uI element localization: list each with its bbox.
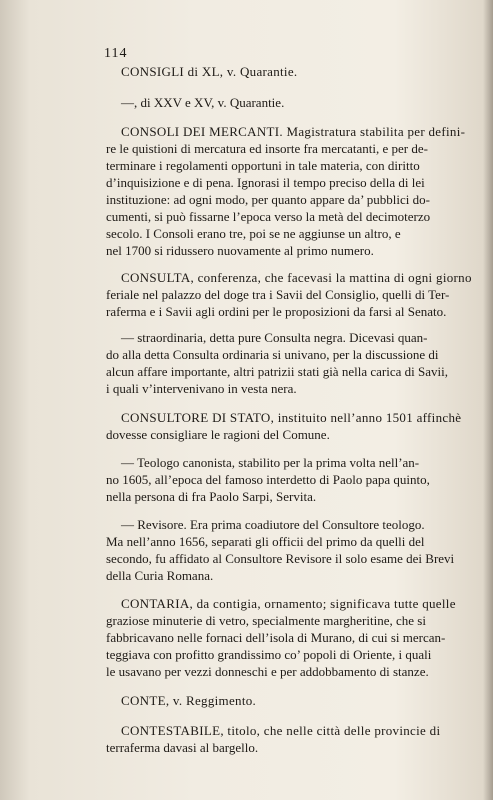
text-line: re le quistioni di mercatura ed insorte fra mercatanti, e per de- xyxy=(106,141,428,156)
text-line: i quali v’intervenivano in vesta nera. xyxy=(106,381,297,396)
text-line: graziose minuterie di vetro, specialmente margheritine, che si xyxy=(106,613,426,628)
text-line: do alla detta Consulta ordinaria si univano, per la discussione di xyxy=(106,347,439,362)
text-line: instituzione: ad ogni modo, per quanto appare da’ pubblici do- xyxy=(106,192,430,207)
text-line: secolo. I Consoli erano tre, poi se ne aggiunse un altro, e xyxy=(106,226,401,241)
text-line: terraferma davasi al bargello. xyxy=(106,740,259,755)
text-line: CONSOLI DEI MERCANTI. Magistratura stabilita per defini- xyxy=(121,124,466,139)
text-line: d’inquisizione e di pena. Ignorasi il tempo preciso della di lei xyxy=(106,175,425,190)
text-line: CONTE, v. Reggimento. xyxy=(121,693,257,708)
text-line: raferma e i Savii agli ordini per le proposizioni da farsi al Senato. xyxy=(106,304,447,319)
text-line: della Curia Romana. xyxy=(106,568,214,583)
text-line: cumenti, si può fissarne l’epoca verso la metà del decimoterzo xyxy=(106,209,431,224)
text-line: feriale nel palazzo del doge tra i Savii del Consiglio, quelli di Ter- xyxy=(106,287,450,302)
text-line: CONSULTORE DI STATO, instituito nell’anno 1501 affinchè xyxy=(121,410,462,425)
text-line: CONTESTABILE, titolo, che nelle città delle provincie di xyxy=(121,723,441,738)
text-line: CONTARIA, da contigia, ornamento; significava tutte quelle xyxy=(121,596,456,611)
text-line: terminare i regolamenti opportuni in tale materia, con diritto xyxy=(106,158,420,173)
page-number: 114 xyxy=(104,46,128,61)
text-line: dovesse consigliare le ragioni del Comune. xyxy=(106,427,330,442)
text-line: secondo, fu affidato al Consultore Revisore il solo esame dei Brevi xyxy=(106,551,455,566)
text-line: no 1605, all’epoca del famoso interdetto di Paolo papa quinto, xyxy=(106,472,430,487)
text-line: Ma nell’anno 1656, separati gli officii del primo da quelli del xyxy=(106,534,425,549)
text-line: — straordinaria, detta pure Consulta negra. Dicevasi quan- xyxy=(121,330,428,345)
text-line: — Revisore. Era prima coadiutore del Consultore teologo. xyxy=(121,517,425,532)
text-line: CONSULTA, conferenza, che facevasi la mattina di ogni giorno xyxy=(121,270,472,285)
text-line: CONSIGLI di XL, v. Quarantie. xyxy=(121,64,298,79)
text-line: fabbricavano nelle fornaci dell’isola di Murano, di cui si mercan- xyxy=(106,630,446,645)
text-line: alcun affare importante, altri patrizii stati già nella carica di Savii, xyxy=(106,364,448,379)
text-line: nella persona di fra Paolo Sarpi, Servita. xyxy=(106,489,317,504)
text-line: nel 1700 si ridussero nuovamente al primo numero. xyxy=(106,243,374,258)
text-line: teggiava con profitto grandissimo co’ popoli di Oriente, i quali xyxy=(106,647,432,662)
text-line: le usavano per vezzi donneschi e per addobbamento di stanze. xyxy=(106,664,429,679)
text-line: —, di XXV e XV, v. Quarantie. xyxy=(121,95,285,110)
text-line: — Teologo canonista, stabilito per la prima volta nell’an- xyxy=(121,455,420,470)
